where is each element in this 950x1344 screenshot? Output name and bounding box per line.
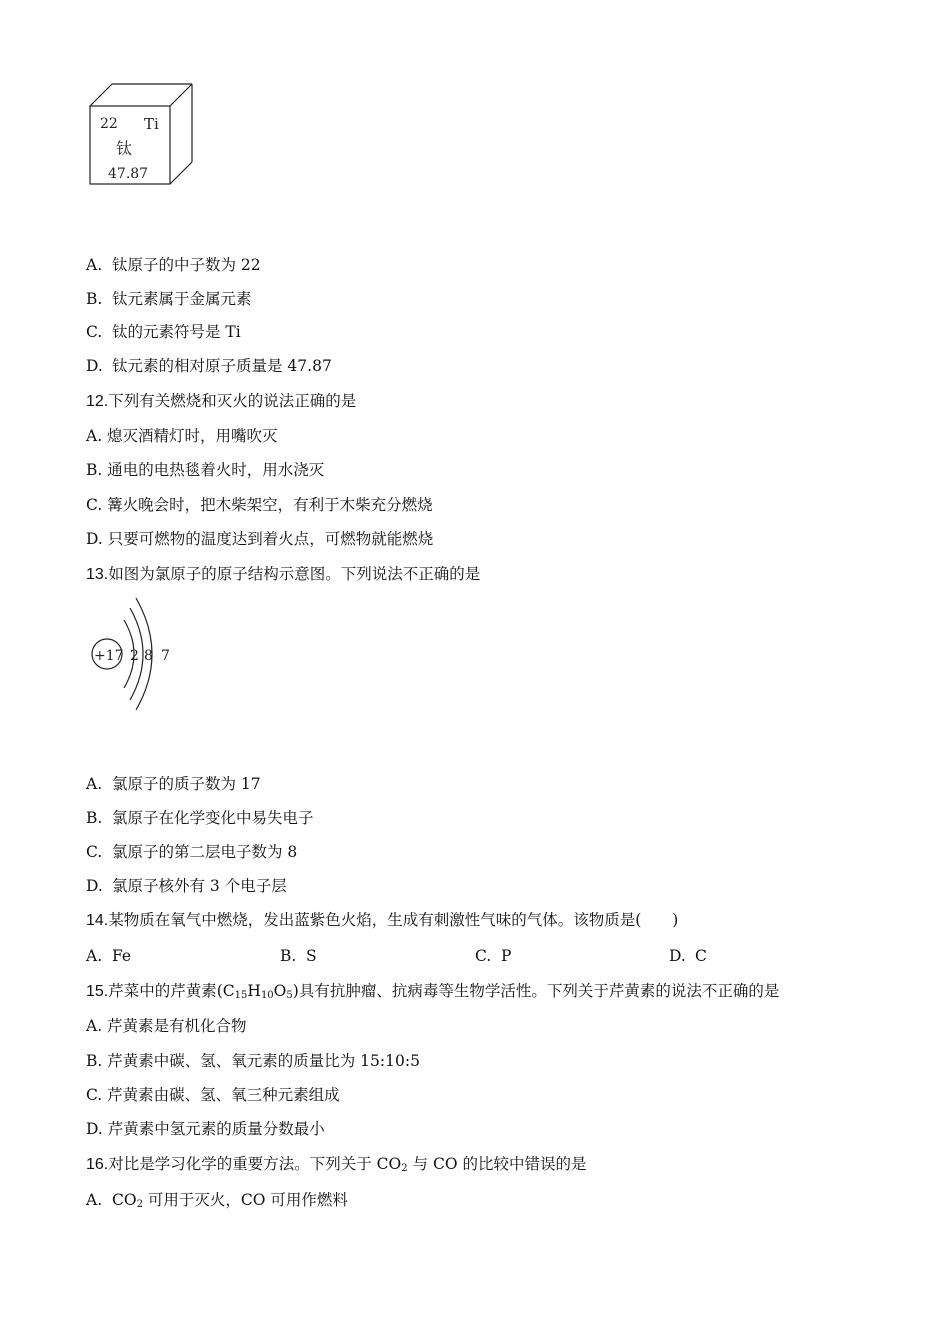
q12-option-d: D. 只要可燃物的温度达到着火点，可燃物就能燃烧 [86,530,434,548]
atomic-number: 22 [100,116,118,132]
q13-option-b: B. 氯原子在化学变化中易失电子 [86,809,314,827]
element-symbol: Ti [144,115,159,133]
chlorine-atom-diagram [86,596,186,716]
q13-stem: 13.如图为氯原子的原子结构示意图。下列说法不正确的是 [86,565,481,583]
shell-1-electrons: 2 [130,648,139,664]
q11-option-b: B. 钛元素属于金属元素 [86,290,252,308]
q11-option-c: C. 钛的元素符号是 Ti [86,323,241,341]
q11-option-d: D. 钛元素的相对原子质量是 47.87 [86,357,332,375]
q12-option-b: B. 通电的电热毯着火时，用水浇灭 [86,461,325,479]
q14-option-d: D. C [669,947,707,965]
q16-stem: 16.对比是学习化学的重要方法。下列关于 $CO_2$ 与 CO 的比较中错误的是 [86,1155,587,1174]
q12-option-c: C. 篝火晚会时，把木柴架空，有利于木柴充分燃烧 [86,496,433,514]
q15-option-a: A. 芹黄素是有机化合物 [86,1017,247,1035]
shell-3-electrons: 7 [161,648,170,664]
element-name: 钛 [116,139,133,158]
q14-option-a: A. Fe [86,947,132,965]
q11-option-a: A. 钛原子的中子数为 22 [86,256,261,274]
q14-option-c: C. P [475,947,512,965]
q13-option-a: A. 氯原子的质子数为 17 [86,775,261,793]
q13-option-d: D. 氯原子核外有 3 个电子层 [86,877,287,895]
q14-option-b: B. S [280,947,317,965]
q15-stem: 15.芹菜中的芹黄素$(C_{15}H_{10}O_5)$具有抗肿瘤、抗病毒等生物学活性。下列关于芹黄素的说法不正确的是 [86,982,780,1001]
shell-2-electrons: 8 [144,648,153,664]
q15-option-c: C. 芹黄素由碳、氢、氧三种元素组成 [86,1086,340,1104]
q16-option-a: A. $CO_2$ 可用于灭火，CO 可用作燃料 [86,1191,348,1210]
q15-option-b: B. 芹黄素中碳、氢、氧元素的质量比为 15:10:5 [86,1052,420,1070]
nucleus-charge: +17 [94,648,124,664]
atomic-mass: 47.87 [108,166,149,182]
q14-stem: 14.某物质在氧气中燃烧，发出蓝紫色火焰，生成有刺激性气味的气体。该物质是( ) [86,911,679,929]
q13-option-c: C. 氯原子的第二层电子数为 8 [86,843,298,861]
titanium-element-tile [88,82,198,188]
q15-option-d: D. 芹黄素中氢元素的质量分数最小 [86,1120,325,1138]
q12-stem: 12.下列有关燃烧和灭火的说法正确的是 [86,392,357,410]
q12-option-a: A. 熄灭酒精灯时，用嘴吹灭 [86,427,278,445]
